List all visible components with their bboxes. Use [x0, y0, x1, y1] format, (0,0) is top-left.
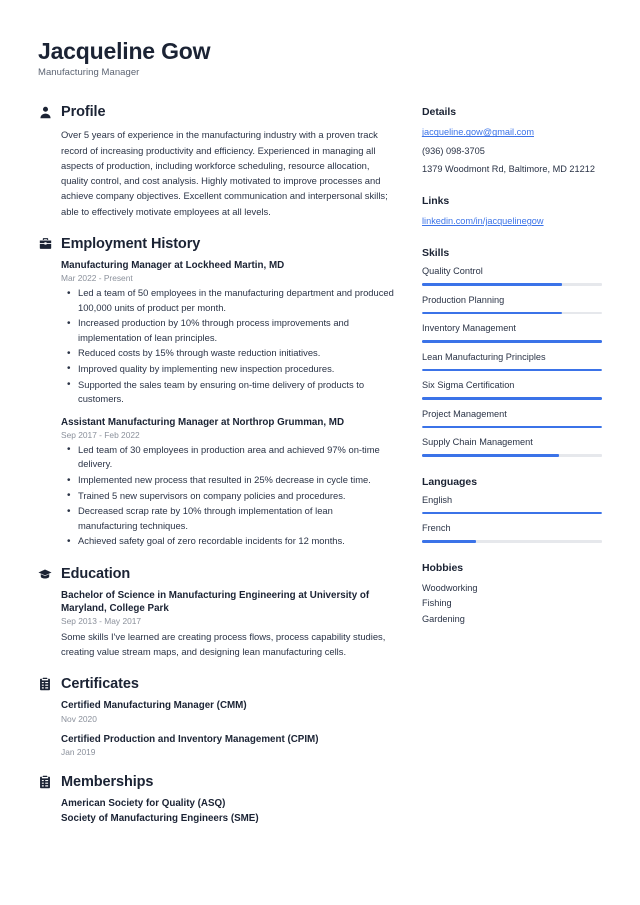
language-meter	[422, 540, 602, 543]
certificate-date: Jan 2019	[61, 746, 96, 757]
sidebar-title-skills: Skills	[422, 247, 450, 260]
degree-date: Sep 2013 - May 2017	[61, 616, 142, 627]
section-body-education	[38, 589, 394, 660]
resume-header	[38, 38, 602, 78]
skill-meter-fill	[422, 454, 559, 457]
language-label: English	[422, 494, 453, 505]
membership-title: American Society for Quality (ASQ)	[61, 797, 226, 809]
job-bullets	[61, 286, 394, 407]
certificate-entry	[61, 699, 394, 723]
section-body-profile	[38, 127, 394, 218]
candidate-name: Jacqueline Gow	[38, 38, 211, 64]
skill-meter-fill	[422, 283, 562, 286]
section-title-education: Education	[61, 565, 131, 582]
skill-label: Supply Chain Management	[422, 437, 533, 448]
language-meter-fill	[422, 512, 602, 515]
skill-meter	[422, 312, 602, 315]
job-bullet: • Implemented new process that resulted in 25% decrease in cycle time.	[61, 473, 394, 488]
email-link[interactable]: jacqueline.gow@gmail.com	[422, 127, 534, 138]
address-text: 1379 Woodmont Rd, Baltimore, MD 21212	[422, 163, 595, 174]
membership-title: Society of Manufacturing Engineers (SME)	[61, 813, 259, 825]
job-bullet: • Trained 5 new supervisors on company policies and procedures.	[61, 489, 394, 504]
skill-label: Six Sigma Certification	[422, 380, 515, 391]
job-date: Sep 2017 - Feb 2022	[61, 429, 140, 440]
job-bullet: • Increased production by 10% through process improvements and implementation of lean principles.	[61, 316, 394, 345]
section-memberships	[38, 774, 394, 825]
user-icon	[38, 105, 52, 120]
main-column	[38, 104, 410, 842]
skill-meter	[422, 283, 602, 286]
section-title-profile: Profile	[61, 104, 106, 121]
job-bullet: • Reduced costs by 15% through waste reduction initiatives.	[61, 346, 394, 361]
skill-meter	[422, 454, 602, 457]
linkedin-link[interactable]: linkedin.com/in/jacquelinegow	[422, 216, 544, 227]
certificate-date: Nov 2020	[61, 713, 97, 724]
hobby-item: Gardening	[422, 614, 465, 625]
skill-item	[422, 437, 602, 456]
language-label: French	[422, 523, 451, 534]
membership-entry	[61, 797, 394, 810]
skill-item	[422, 323, 602, 342]
section-employment-history	[38, 236, 394, 549]
skill-label: Production Planning	[422, 294, 505, 305]
section-title-memberships: Memberships	[61, 773, 154, 790]
sidebar-title-details: Details	[422, 106, 457, 119]
skill-item	[422, 352, 602, 371]
skill-item	[422, 380, 602, 399]
section-profile	[38, 104, 394, 218]
job-bullet: • Led team of 30 employees in production area and achieved 97% on-time delivery.	[61, 443, 394, 472]
section-header-certificates	[38, 676, 394, 692]
job-bullet: • Improved quality by implementing new inspection procedures.	[61, 362, 394, 377]
skill-meter-fill	[422, 312, 562, 315]
job-bullet: • Decreased scrap rate by 10% through implementation of lean manufacturing techniques.	[61, 504, 394, 533]
skill-meter	[422, 397, 602, 400]
resume-columns	[38, 104, 602, 842]
job-title: Assistant Manufacturing Manager at Northrop Grumman, MD	[61, 416, 345, 428]
certificate-entry	[61, 733, 394, 757]
skill-meter-fill	[422, 397, 602, 400]
sidebar-title-languages: Languages	[422, 475, 477, 488]
section-header-memberships	[38, 774, 394, 790]
section-certificates	[38, 676, 394, 756]
employment-entry	[61, 259, 394, 407]
sidebar-column	[410, 104, 602, 647]
language-meter-fill	[422, 540, 476, 543]
job-title: Manufacturing Manager at Lockheed Martin, MD	[61, 259, 285, 271]
clipboard-icon	[38, 774, 52, 789]
skill-item	[422, 266, 602, 285]
job-bullet: • Achieved safety goal of zero recordable incidents for 12 months.	[61, 534, 394, 549]
degree-description: Some skills I've learned are creating process flows, process capability studies, creating value stream maps, and designing lean manufacturing cells.	[61, 631, 386, 658]
section-title-certificates: Certificates	[61, 676, 139, 693]
skill-meter	[422, 369, 602, 372]
language-item	[422, 523, 602, 542]
skill-label: Project Management	[422, 408, 507, 419]
section-body-certificates	[38, 699, 394, 756]
sidebar-details	[422, 106, 602, 176]
section-education	[38, 566, 394, 660]
skill-label: Quality Control	[422, 266, 483, 277]
sidebar-title-hobbies: Hobbies	[422, 561, 464, 574]
graduation-cap-icon	[38, 566, 52, 581]
section-header-education	[38, 566, 394, 582]
skill-item	[422, 295, 602, 314]
certificate-title: Certified Production and Inventory Management (CPIM)	[61, 733, 319, 745]
hobby-item: Fishing	[422, 598, 452, 609]
skill-meter	[422, 426, 602, 429]
skill-meter-fill	[422, 369, 602, 372]
membership-entry	[61, 812, 394, 825]
clipboard-icon	[38, 677, 52, 692]
job-bullets	[61, 443, 394, 549]
sidebar-hobbies	[422, 562, 602, 628]
education-entry	[61, 589, 394, 660]
skill-item	[422, 409, 602, 428]
sidebar-languages	[422, 476, 602, 543]
skill-meter	[422, 340, 602, 343]
phone-text: (936) 098-3705	[422, 145, 485, 156]
certificate-title: Certified Manufacturing Manager (CMM)	[61, 700, 247, 712]
language-meter	[422, 512, 602, 515]
skill-meter-fill	[422, 426, 602, 429]
candidate-job-title: Manufacturing Manager	[38, 67, 140, 79]
section-title-employment: Employment History	[61, 235, 201, 252]
profile-text: Over 5 years of experience in the manufacturing industry with a proven track record of increasing productivity and efficiency. Experienced in managing all aspects of production, including workforce scheduling, resource allocation, quality control, and cost analysis. Highly motivated to improve processes and achieve company objectives. Excellent communication and interpersonal skills; able to effectively motivate employees at all levels.	[61, 129, 388, 217]
briefcase-icon	[38, 236, 52, 251]
hobby-item: Woodworking	[422, 582, 478, 593]
job-bullet: • Led a team of 50 employees in the manufacturing department and produced 100,000 units of product per month.	[61, 286, 394, 315]
sidebar-skills	[422, 247, 602, 456]
section-header-employment	[38, 236, 394, 252]
skill-label: Lean Manufacturing Principles	[422, 351, 546, 362]
section-body-memberships	[38, 797, 394, 825]
sidebar-title-links: Links	[422, 195, 450, 208]
employment-entry	[61, 416, 394, 549]
job-date: Mar 2022 - Present	[61, 273, 133, 284]
section-header-profile	[38, 104, 394, 120]
language-item	[422, 495, 602, 514]
skill-label: Inventory Management	[422, 323, 516, 334]
job-bullet: • Supported the sales team by ensuring on-time delivery of products to customers.	[61, 378, 394, 407]
degree-title: Bachelor of Science in Manufacturing Engineering at University of Maryland, College Park	[61, 589, 370, 615]
sidebar-links	[422, 195, 602, 228]
skill-meter-fill	[422, 340, 602, 343]
section-body-employment	[38, 259, 394, 549]
